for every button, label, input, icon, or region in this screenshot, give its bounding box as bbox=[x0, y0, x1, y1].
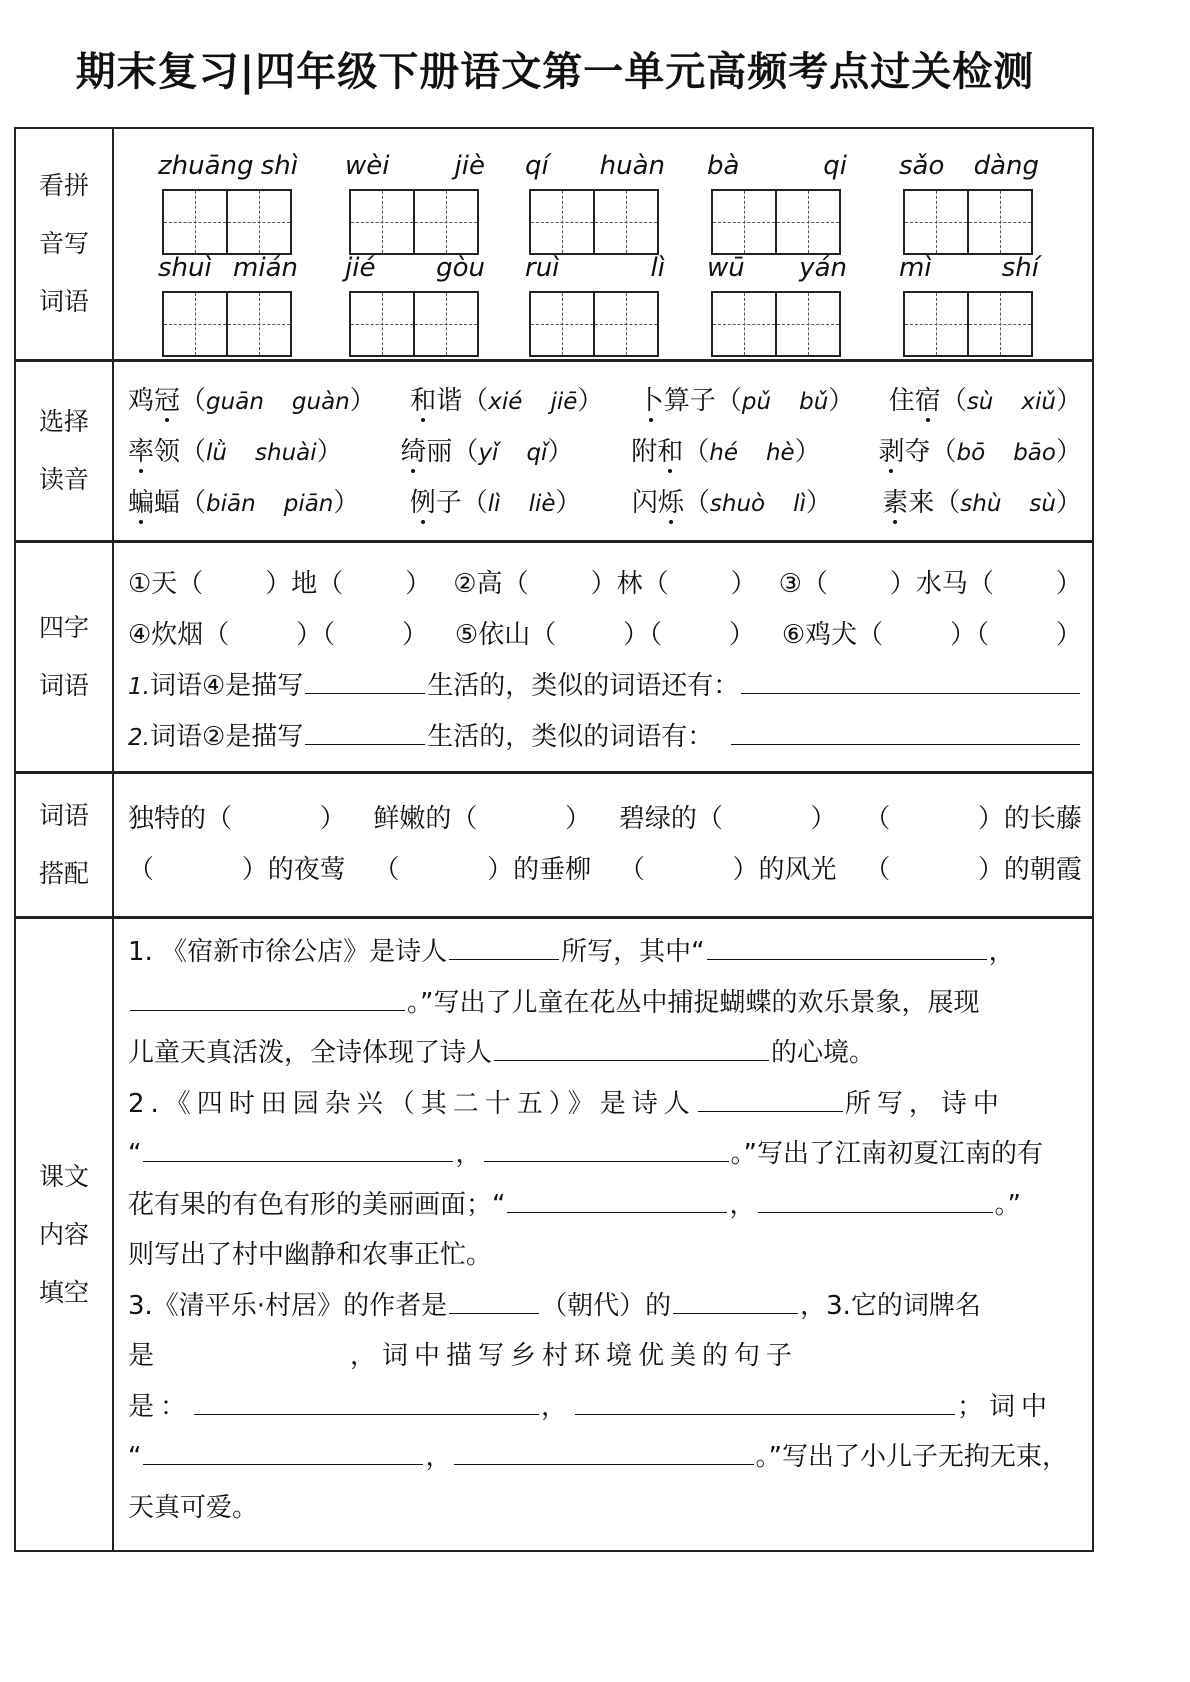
line-text: ）的长藤 bbox=[977, 804, 1082, 834]
answer-blank[interactable] bbox=[130, 1010, 405, 1011]
pinyin-syllable: mì bbox=[899, 253, 932, 283]
pinyin-syllable: lì bbox=[650, 253, 665, 283]
pronunciation-item bbox=[128, 380, 376, 417]
answer-blank[interactable] bbox=[454, 1464, 754, 1465]
paren: ） bbox=[349, 386, 376, 416]
fill-line bbox=[128, 931, 1082, 971]
label-text: 内容 bbox=[38, 1219, 89, 1249]
line-text: ⑥鸡犬（ bbox=[781, 620, 884, 650]
pinyin-syllable: qi bbox=[823, 151, 847, 181]
pinyin-syllable: jiè bbox=[454, 151, 485, 181]
line-text: ， bbox=[541, 1391, 574, 1422]
pronunciation-item bbox=[128, 431, 343, 468]
grid-cell[interactable] bbox=[905, 191, 969, 253]
line-text: “ bbox=[128, 1139, 142, 1169]
matching-line bbox=[128, 849, 1082, 889]
answer-blank[interactable] bbox=[731, 744, 1080, 745]
word-part: 来 bbox=[908, 488, 935, 518]
label-text: 四字 bbox=[38, 613, 89, 642]
q-text: 生活的，类似的词语还有： bbox=[427, 671, 740, 701]
section-text-fill bbox=[16, 919, 1092, 1550]
word-part: 夺 bbox=[904, 437, 931, 467]
writing-grid[interactable] bbox=[529, 189, 659, 255]
answer-blank[interactable] bbox=[305, 693, 425, 694]
line-text: ）（ bbox=[950, 620, 990, 650]
fill-line bbox=[128, 1436, 1082, 1476]
word-part: 领 bbox=[154, 437, 181, 467]
section-label bbox=[16, 129, 114, 359]
pronunciation-item bbox=[400, 431, 573, 468]
paren: （ bbox=[461, 488, 488, 518]
fill-area bbox=[114, 919, 1092, 1550]
pinyin-option[interactable]: shù bbox=[960, 491, 1002, 517]
word-part: 算子 bbox=[663, 386, 716, 416]
line-text: ， bbox=[455, 1139, 482, 1169]
worksheet-table bbox=[14, 127, 1094, 1552]
dotted-char: 烁 bbox=[657, 488, 684, 518]
pinyin-option[interactable]: lì bbox=[487, 491, 501, 517]
word-part: 子 bbox=[435, 488, 462, 518]
word-part: 闪 bbox=[631, 488, 658, 518]
pinyin-option[interactable]: guàn bbox=[291, 389, 350, 415]
line-text: （朝代）的 bbox=[541, 1290, 672, 1321]
pinyin-syllable: huàn bbox=[599, 151, 665, 181]
pronunciation-item bbox=[882, 482, 1082, 519]
word-part: 蝠 bbox=[154, 488, 181, 518]
line-text: 。”写出了小儿子无拘无束， bbox=[755, 1442, 1068, 1472]
matching-line bbox=[128, 798, 1082, 838]
writing-grid[interactable] bbox=[529, 291, 659, 357]
label-text: 音写 bbox=[38, 229, 89, 258]
writing-grid[interactable] bbox=[711, 291, 841, 357]
line-text: 。” bbox=[994, 1189, 1021, 1220]
fill-line bbox=[128, 1032, 1082, 1072]
line-text: ）的风光 bbox=[732, 855, 837, 885]
line-text: 鲜嫩的（ bbox=[373, 804, 478, 834]
word-part: 谐 bbox=[436, 386, 463, 416]
grid-cell[interactable] bbox=[351, 293, 415, 355]
fill-line bbox=[128, 1285, 1082, 1325]
line-text: ⑤依山（ bbox=[454, 620, 557, 650]
paren: ） bbox=[577, 386, 604, 416]
line-text: ）的朝霞 bbox=[977, 855, 1082, 885]
pinyin-syllable: mián bbox=[233, 253, 298, 283]
line-text: ）地（ bbox=[265, 569, 344, 599]
pronunciation-item bbox=[410, 380, 603, 417]
line-text: 是： bbox=[128, 1391, 193, 1422]
section-label bbox=[16, 919, 114, 1550]
answer-blank[interactable] bbox=[449, 959, 559, 960]
line-text: （ bbox=[864, 804, 891, 834]
line-text: ；词中 bbox=[957, 1391, 1054, 1422]
label-text: 词语 bbox=[38, 801, 89, 830]
pinyin-syllable: dàng bbox=[973, 151, 1039, 181]
pinyin-option[interactable]: guān bbox=[206, 389, 264, 415]
grid-cell[interactable] bbox=[713, 293, 777, 355]
dotted-char: 宿 bbox=[914, 386, 941, 416]
line-text: （ bbox=[373, 855, 400, 885]
grid-cell[interactable] bbox=[969, 191, 1031, 253]
dotted-char: 卜 bbox=[637, 386, 664, 416]
pinyin-option[interactable]: lǜ bbox=[206, 440, 228, 466]
grid-cell[interactable] bbox=[969, 293, 1031, 355]
q-number: 2. bbox=[128, 725, 150, 751]
q-text: 词语②是描写 bbox=[149, 722, 304, 752]
grid-cell[interactable] bbox=[164, 191, 228, 253]
idiom-line bbox=[128, 614, 1082, 654]
answer-blank[interactable] bbox=[707, 959, 987, 960]
line-text: “ bbox=[128, 1442, 142, 1472]
grid-cell[interactable] bbox=[713, 191, 777, 253]
line-text: ，词中描写乡村环境优美的句子 bbox=[350, 1341, 799, 1371]
pinyin-option[interactable]: hè bbox=[765, 440, 795, 466]
dotted-char: 和 bbox=[410, 386, 437, 416]
dotted-char: 冠 bbox=[154, 386, 181, 416]
pinyin-option[interactable]: sù bbox=[1029, 491, 1056, 517]
line-text: ③（ bbox=[778, 569, 828, 599]
line-text: ） bbox=[1055, 569, 1082, 599]
line-text: 花有果的有色有形的美丽画面；“ bbox=[128, 1189, 506, 1220]
line-text: 天真可爱。 bbox=[128, 1492, 259, 1523]
fill-line bbox=[128, 1487, 1082, 1527]
grid-cell[interactable] bbox=[164, 293, 228, 355]
pinyin-syllable: gòu bbox=[436, 253, 485, 283]
grid-cell[interactable] bbox=[905, 293, 969, 355]
line-text: 2.《四时田园杂兴（其二十五）》是诗人 bbox=[128, 1088, 696, 1119]
line-text: ， bbox=[425, 1442, 452, 1472]
section-pinyin-writing bbox=[16, 129, 1092, 362]
writing-grid[interactable] bbox=[349, 291, 479, 357]
pinyin-syllable: shí bbox=[1001, 253, 1039, 283]
line-text: ）（ bbox=[296, 620, 336, 650]
q-text: 词语④是描写 bbox=[149, 671, 304, 701]
pinyin-option[interactable]: xié bbox=[488, 389, 523, 415]
line-text: 。”写出了儿童在花丛中捕捉蝴蝶的欢乐景象，展现 bbox=[407, 987, 980, 1018]
answer-blank[interactable] bbox=[575, 1414, 955, 1415]
pronunciation-item bbox=[128, 482, 359, 519]
dotted-char: 例 bbox=[409, 488, 436, 518]
pinyin-option[interactable]: shuò bbox=[709, 491, 766, 517]
pronunciation-item bbox=[410, 482, 582, 519]
line-text: ） bbox=[319, 804, 346, 834]
fill-line bbox=[128, 982, 1082, 1022]
pronunciation-line bbox=[128, 431, 1082, 471]
paren: ） bbox=[805, 488, 832, 518]
line-text: 1. 《宿新市徐公店》是诗人 bbox=[128, 937, 448, 967]
pinyin-syllable: sǎo bbox=[899, 151, 945, 181]
pinyin-option[interactable]: jiē bbox=[550, 389, 578, 415]
pronunciation-item bbox=[631, 431, 821, 468]
writing-grid[interactable] bbox=[903, 189, 1033, 255]
line-text: ， bbox=[988, 937, 1015, 967]
q-number: 1. bbox=[128, 674, 150, 700]
grid-cell[interactable] bbox=[228, 293, 290, 355]
answer-blank[interactable] bbox=[673, 1313, 798, 1314]
paren: （ bbox=[940, 386, 967, 416]
line-text: 的心境。 bbox=[771, 1038, 876, 1068]
page-title: 期末复习|四年级下册语文第一单元高频考点过关检测 bbox=[75, 49, 1035, 95]
section-label bbox=[16, 543, 114, 771]
section-label bbox=[16, 362, 114, 540]
paren: （ bbox=[683, 488, 710, 518]
paren: ） bbox=[333, 488, 360, 518]
grid-cell[interactable] bbox=[595, 293, 657, 355]
grid-cell[interactable] bbox=[531, 191, 595, 253]
pinyin-grid-area bbox=[114, 129, 1092, 359]
line-text: ， bbox=[729, 1189, 756, 1220]
line-text: （ bbox=[618, 855, 645, 885]
line-text: ④炊烟（ bbox=[128, 620, 230, 650]
pinyin-option[interactable]: yǐ bbox=[478, 440, 499, 466]
line-text: ） bbox=[810, 804, 837, 834]
paren: （ bbox=[452, 437, 479, 467]
idiom-line bbox=[128, 563, 1082, 603]
line-text: ） bbox=[728, 620, 755, 650]
paren: ） bbox=[1055, 386, 1082, 416]
paren: ） bbox=[555, 488, 582, 518]
writing-grid[interactable] bbox=[349, 189, 479, 255]
answer-blank[interactable] bbox=[698, 1111, 843, 1112]
section-four-char-words bbox=[16, 543, 1092, 774]
grid-cell[interactable] bbox=[228, 191, 290, 253]
line-text: ）林（ bbox=[590, 569, 669, 599]
label-text: 词语 bbox=[38, 287, 89, 316]
word-part: 丽 bbox=[426, 437, 453, 467]
grid-cell[interactable] bbox=[777, 293, 839, 355]
q-text: 生活的，类似的词语有： bbox=[427, 722, 714, 752]
answer-blank[interactable] bbox=[143, 1464, 423, 1465]
answer-blank[interactable] bbox=[494, 1060, 769, 1061]
dotted-char: 蝙 bbox=[128, 488, 155, 518]
answer-blank[interactable] bbox=[741, 693, 1080, 694]
label-text: 读音 bbox=[38, 465, 89, 494]
question-line bbox=[128, 716, 1082, 756]
pronunciation-item bbox=[632, 482, 832, 519]
pinyin-option[interactable]: pǔ bbox=[741, 389, 772, 415]
line-text: ，3.它的词牌名 bbox=[800, 1290, 981, 1321]
pinyin-option[interactable]: liè bbox=[528, 491, 556, 517]
pinyin-option[interactable]: hé bbox=[709, 440, 738, 466]
pinyin-option[interactable]: bāo bbox=[1013, 440, 1056, 466]
grid-cell[interactable] bbox=[777, 191, 839, 253]
pinyin-option[interactable]: biān bbox=[206, 491, 256, 517]
paren: （ bbox=[930, 437, 957, 467]
pinyin-syllable: bà bbox=[707, 151, 740, 181]
answer-blank[interactable] bbox=[449, 1313, 539, 1314]
label-text: 搭配 bbox=[38, 859, 89, 888]
paren: （ bbox=[683, 437, 710, 467]
pinyin-syllable: wèi bbox=[345, 151, 390, 181]
pronunciation-line bbox=[128, 482, 1082, 522]
pinyin-option[interactable]: bō bbox=[956, 440, 986, 466]
line-text: ②高（ bbox=[453, 569, 529, 599]
pinyin-option[interactable]: xiǔ bbox=[1021, 389, 1056, 415]
grid-cell[interactable] bbox=[351, 191, 415, 253]
paren: ） bbox=[316, 437, 343, 467]
grid-cell[interactable] bbox=[531, 293, 595, 355]
answer-blank[interactable] bbox=[484, 1161, 729, 1162]
fill-line bbox=[128, 1335, 1082, 1375]
word-part: 住 bbox=[888, 386, 915, 416]
label-text: 填空 bbox=[38, 1277, 89, 1307]
paren: （ bbox=[934, 488, 961, 518]
pinyin-syllable: yán bbox=[799, 253, 847, 283]
label-text: 看拼 bbox=[38, 171, 89, 200]
fill-line bbox=[128, 1184, 1082, 1224]
paren: ） bbox=[828, 386, 855, 416]
line-text: 是 bbox=[128, 1341, 161, 1371]
pinyin-syllable: ruì bbox=[525, 253, 560, 283]
pronunciation-line bbox=[128, 380, 1082, 420]
pinyin-option[interactable]: shuài bbox=[255, 440, 317, 466]
fill-line bbox=[128, 1234, 1082, 1274]
line-text: ） bbox=[730, 569, 757, 599]
answer-blank[interactable] bbox=[143, 1161, 453, 1162]
grid-cell[interactable] bbox=[415, 293, 477, 355]
line-text: ） bbox=[402, 620, 429, 650]
line-text: 。”写出了江南初夏江南的有 bbox=[730, 1139, 1043, 1169]
line-text: 所写，诗中 bbox=[844, 1088, 1005, 1119]
line-text: （ bbox=[128, 855, 155, 885]
line-text: ）的夜莺 bbox=[241, 855, 346, 885]
dotted-char: 素 bbox=[882, 488, 909, 518]
label-text: 选择 bbox=[38, 407, 89, 436]
section-choose-pronunciation bbox=[16, 362, 1092, 543]
pinyin-syllable: shuì bbox=[158, 253, 212, 283]
pronunciation-item bbox=[878, 431, 1082, 468]
dotted-char: 绮 bbox=[400, 437, 427, 467]
pronunciation-area bbox=[114, 362, 1092, 540]
paren: （ bbox=[462, 386, 489, 416]
line-text: ） bbox=[405, 569, 432, 599]
pinyin-syllable: wū bbox=[707, 253, 745, 283]
writing-grid[interactable] bbox=[711, 189, 841, 255]
line-text: 3.《清平乐·村居》的作者是 bbox=[128, 1290, 448, 1321]
pronunciation-item bbox=[638, 380, 854, 417]
line-text: ） bbox=[565, 804, 592, 834]
writing-grid[interactable] bbox=[903, 291, 1033, 357]
pinyin-syllable: shì bbox=[260, 151, 298, 181]
writing-grid[interactable] bbox=[162, 189, 292, 255]
dotted-char: 和 bbox=[657, 437, 684, 467]
section-word-matching bbox=[16, 774, 1092, 919]
line-text: ）的垂柳 bbox=[487, 855, 592, 885]
line-text: ） bbox=[1055, 620, 1082, 650]
pinyin-option[interactable]: sù bbox=[966, 389, 994, 415]
dotted-char: 剥 bbox=[878, 437, 905, 467]
line-text: 则写出了村中幽静和农事正忙。 bbox=[128, 1240, 493, 1270]
paren: （ bbox=[180, 386, 207, 416]
fill-line bbox=[128, 1133, 1082, 1173]
grid-cell[interactable] bbox=[595, 191, 657, 253]
paren: （ bbox=[715, 386, 742, 416]
pinyin-option[interactable]: lì bbox=[793, 491, 806, 517]
fill-line bbox=[128, 1386, 1082, 1426]
paren: （ bbox=[180, 437, 207, 467]
line-text: ）水马（ bbox=[889, 569, 994, 599]
line-text: 独特的（ bbox=[128, 804, 233, 834]
pinyin-option[interactable]: qǐ bbox=[526, 440, 548, 466]
pinyin-syllable: qí bbox=[525, 151, 549, 181]
paren: ） bbox=[1055, 488, 1082, 518]
pronunciation-item bbox=[889, 380, 1082, 417]
pinyin-option[interactable]: piān bbox=[283, 491, 334, 517]
pinyin-syllable: zhuāng bbox=[158, 151, 254, 181]
grid-cell[interactable] bbox=[415, 191, 477, 253]
answer-blank[interactable] bbox=[194, 1414, 539, 1415]
line-text: 儿童天真活泼，全诗体现了诗人 bbox=[128, 1038, 493, 1068]
label-text: 词语 bbox=[38, 671, 89, 700]
dotted-char: 率 bbox=[128, 437, 155, 467]
line-text: ①天（ bbox=[128, 569, 204, 599]
line-text: （ bbox=[864, 855, 891, 885]
matching-area bbox=[114, 774, 1092, 916]
label-text: 课文 bbox=[38, 1161, 89, 1191]
word-part: 鸡 bbox=[128, 386, 155, 416]
paren: ） bbox=[547, 437, 574, 467]
section-label bbox=[16, 774, 114, 916]
question-line bbox=[128, 665, 1082, 705]
line-text: 碧绿的（ bbox=[618, 804, 723, 834]
pinyin-option[interactable]: bǔ bbox=[799, 389, 829, 415]
paren: ） bbox=[1055, 437, 1082, 467]
word-part: 附 bbox=[631, 437, 658, 467]
pinyin-syllable: jié bbox=[345, 253, 376, 283]
writing-grid[interactable] bbox=[162, 291, 292, 357]
paren: ） bbox=[794, 437, 821, 467]
answer-blank[interactable] bbox=[507, 1212, 727, 1213]
answer-blank[interactable] bbox=[758, 1212, 993, 1213]
fill-line bbox=[128, 1083, 1082, 1123]
paren: （ bbox=[180, 488, 207, 518]
answer-blank[interactable] bbox=[305, 744, 425, 745]
line-text: ）（ bbox=[623, 620, 663, 650]
four-char-area bbox=[114, 543, 1092, 771]
line-text: 所写，其中“ bbox=[561, 937, 705, 967]
